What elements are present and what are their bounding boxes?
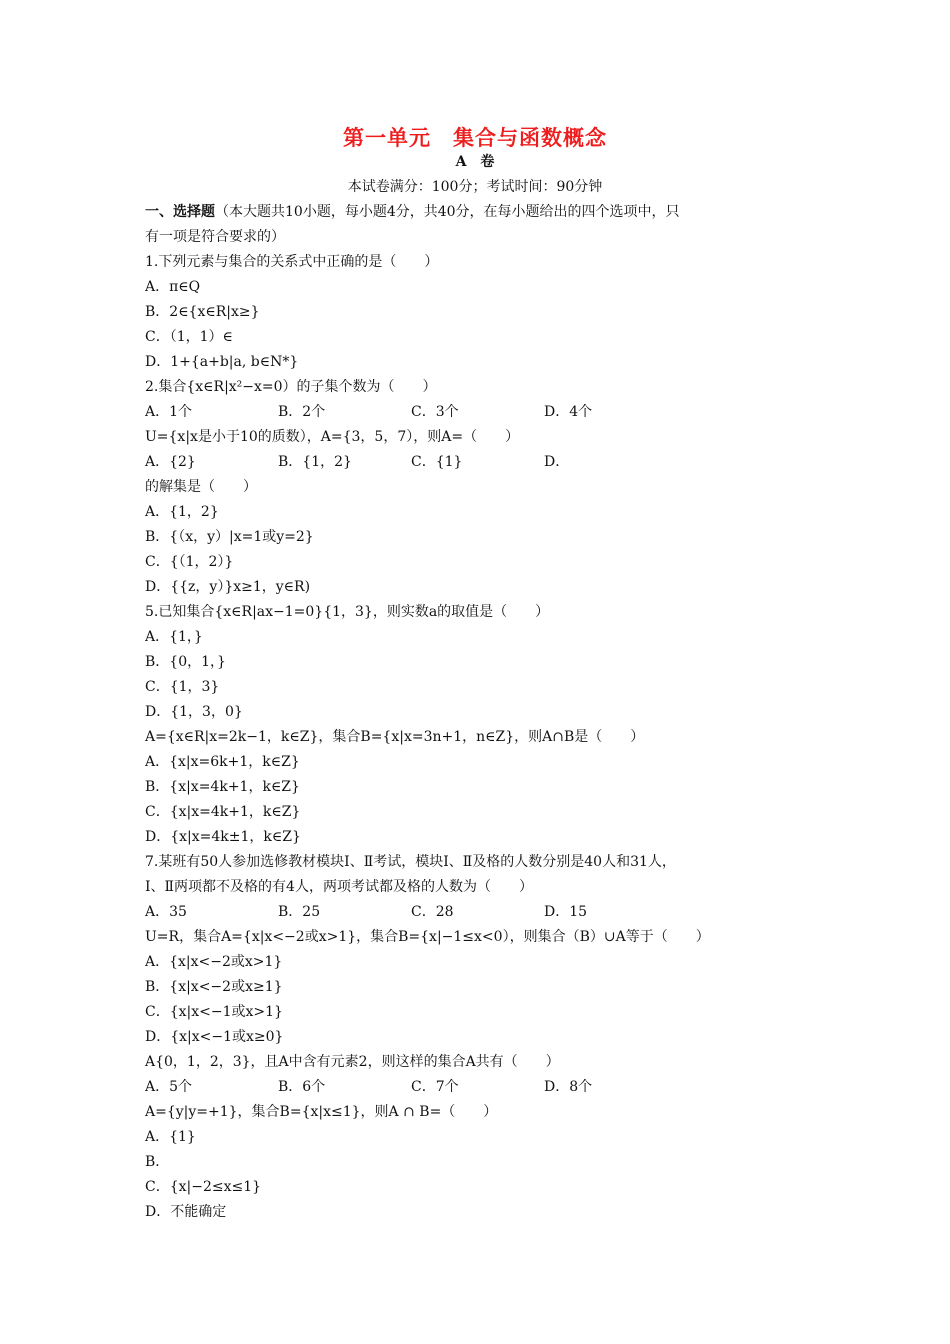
option-line: C．{1，3} [145,679,220,695]
option-line: D．{{z，y）}x≥1，y∈R) [145,579,311,595]
question-line: A={y|y=+1}，集合B={x|x≤1}，则A ∩ B=（ ） [145,1104,498,1120]
option-row [145,1075,825,1100]
section-heading-line [145,200,825,225]
exam-body [145,200,825,1225]
option-line: D．不能确定 [145,1204,227,1220]
option: D．8个 [544,1079,593,1095]
option: B．6个 [278,1079,326,1095]
option-row [145,400,825,425]
option-line: B．2∈{x∈R|x≥} [145,304,260,320]
question-line: A={x∈R|x=2k−1，k∈Z}，集合B={x|x=3n+1，n∈Z}，则A∩B是（ ） [145,729,645,745]
option: B．{1，2} [278,454,352,470]
option-row [145,450,825,475]
option-line: A．{x|x=6k+1，k∈Z} [145,754,300,770]
option: D．4个 [544,404,593,420]
question-line: U={x|x是小于10的质数），A={3，5，7），则A=（ ） [145,429,520,445]
exam-meta: 本试卷满分：100分；考试时间：90分钟 [347,179,603,195]
option-line: B．{（x，y）|x=1或y=2} [145,529,314,545]
section-desc-cont: 有一项是符合要求的） [145,229,285,245]
option: D． [544,454,570,470]
option: A．35 [145,904,187,920]
question-line: 5.已知集合{x∈R|ax−1=0}{1，3}，则实数a的取值是（ ） [145,604,550,620]
question-line: 的解集是（ ） [145,479,257,495]
question-line: 1.下列元素与集合的关系式中正确的是（ ） [145,254,439,270]
option-line: C．（1，1）∈ [145,329,233,345]
option: A．5个 [145,1079,193,1095]
option-line: A．{1} [145,1129,196,1145]
option-line: A．{x|x<−2或x>1} [145,954,283,970]
option-line: D．1+{a+b|a, b∈N*} [145,354,299,370]
option-line: B．{0，1，} [145,654,226,670]
option: C．7个 [411,1079,459,1095]
option: D．15 [544,904,588,920]
option-line: B．{x|x=4k+1，k∈Z} [145,779,300,795]
question-line: Ⅰ、Ⅱ两项都不及格的有4人，两项考试都及格的人数为（ ） [145,879,533,895]
option-line: C．{x|x=4k+1，k∈Z} [145,804,301,820]
option: C．28 [411,904,454,920]
section-desc: （本大题共10小题，每小题4分，共40分，在每小题给出的四个选项中，只 [215,204,680,220]
option-line: D．{x|x=4k±1，k∈Z} [145,829,301,845]
option-line: A．π∈Q [145,279,201,295]
option-line: C．{（1，2）} [145,554,234,570]
option: C．{1} [411,454,463,470]
option: A．1个 [145,404,193,420]
option: B．25 [278,904,321,920]
paper-subtitle: A 卷 [455,154,495,170]
option-line: C．{x|−2≤x≤1} [145,1179,262,1195]
option-line: B． [145,1154,170,1170]
question-line: 2.集合{x∈R|x²−x=0）的子集个数为（ ） [145,379,437,395]
option-line: D．{1，3，0} [145,704,243,720]
option: A．{2} [145,454,196,470]
option-row [145,900,825,925]
option: C．3个 [411,404,459,420]
option-line: A．{1，2} [145,504,219,520]
option-line: D．{x|x<−1或x≥0} [145,1029,284,1045]
question-line: U=R，集合A={x|x<−2或x>1}，集合B={x|−1≤x<0），则集合（B）∪A等于（ ） [145,929,710,945]
option-line: A．{1，} [145,629,203,645]
page-title: 第一单元 集合与函数概念 [343,126,607,150]
question-line: A{0，1，2，3}，且A中含有元素2，则这样的集合A共有（ ） [145,1054,560,1070]
option-line: B．{x|x<−2或x≥1} [145,979,283,995]
section-heading: 一、选择题 [145,204,215,220]
option: B．2个 [278,404,326,420]
question-line: 7.某班有50人参加选修教材模块Ⅰ、Ⅱ考试，模块Ⅰ、Ⅱ及格的人数分别是40人和31人， [145,854,676,870]
option-line: C．{x|x<−1或x>1} [145,1004,283,1020]
